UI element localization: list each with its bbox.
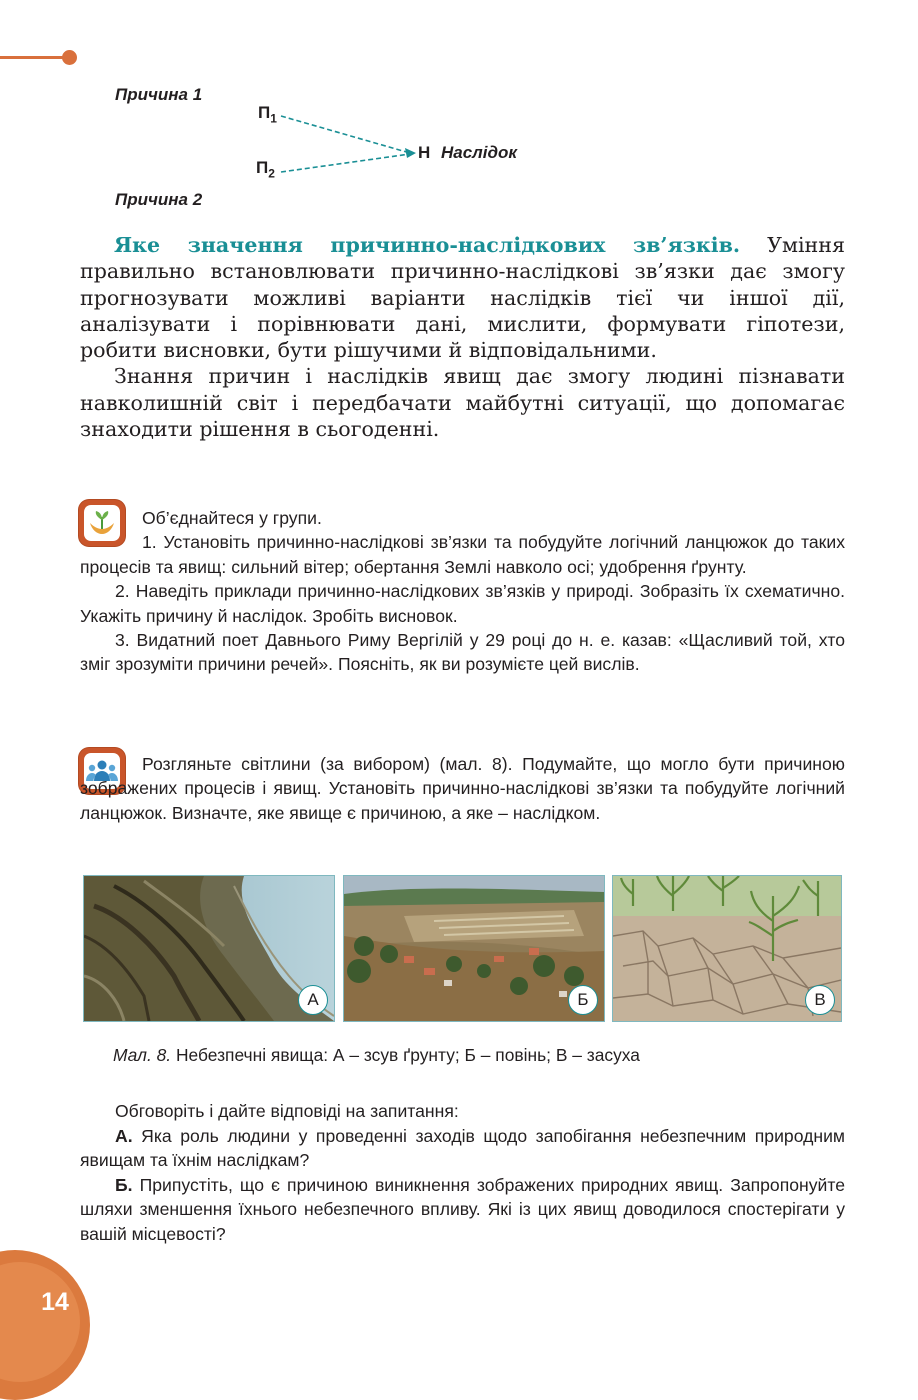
p2-subscript: 2 xyxy=(268,166,275,181)
arrow-p1-to-h xyxy=(281,116,410,153)
landslide-image xyxy=(84,876,334,1021)
question-a-label: А. xyxy=(115,1125,133,1146)
section-heading: Яке значення причинно-наслідкових зв’язків. xyxy=(114,233,741,257)
question-a-text: Яка роль людини у проведенні заходів щодо запобігання небезпечним природним явищам та їхнім наслідкам? xyxy=(80,1125,846,1170)
figure-caption-text: Небезпечні явища: А – зсув ґрунту; Б – повінь; В – засуха xyxy=(175,1045,640,1065)
questions-intro: Обговоріть і дайте відповіді на запитання: xyxy=(115,1101,459,1121)
question-b-label: Б. xyxy=(115,1174,133,1195)
photo-flood xyxy=(343,875,605,1022)
p1-letter: П xyxy=(258,103,271,122)
paragraph-1-text: Уміння правильно встановлювати причинно-наслідкові зв’язки дає змогу прогнозувати можливі варіанти наслідків тієї чи іншої дії, аналізувати і порівнювати дані, мислити, формувати гіпотези, робити висновки, бути рішучими й відповідальними. xyxy=(80,233,845,363)
paragraph-1 xyxy=(80,232,845,363)
cause-2-label: Причина 2 xyxy=(115,190,203,209)
page-number: 14 xyxy=(41,1288,69,1316)
figure-caption xyxy=(113,1045,640,1066)
p2-label xyxy=(256,158,275,180)
main-text xyxy=(80,232,845,442)
h-label: Н xyxy=(418,143,431,162)
discussion-questions xyxy=(80,1099,845,1246)
task-1 xyxy=(80,506,845,677)
paragraph-2: Знання причин і наслідків явищ дає змогу людині пізнавати навколишній світ і передбачати майбутні ситуації, що допомагає знаходити рішення в сьогоденні. xyxy=(80,364,845,442)
question-b xyxy=(80,1173,845,1247)
task-1-intro: Об’єднайтеся у групи. xyxy=(142,508,322,528)
cause-effect-diagram xyxy=(0,0,918,230)
photo-landslide xyxy=(83,875,335,1022)
cause-1-label: Причина 1 xyxy=(115,85,203,104)
arrow-head xyxy=(405,148,416,158)
task-1-item-1: 1. Установіть причинно-наслідкові зв’язки та побудуйте логічний ланцюжок до таких процесів та явищ: сильний вітер; обертання Землі навколо осі; удобрення ґрунту. xyxy=(80,532,845,577)
flood-image xyxy=(344,876,604,1021)
question-a xyxy=(80,1124,845,1173)
question-b-text: Припустіть, що є причиною виникнення зображених природних явищ. Запропонуйте шляхи зменшення їхнього небезпечного впливу. Які із цих явищ доводилося спостерігати у вашій місцевості? xyxy=(80,1174,846,1244)
p1-label xyxy=(258,103,277,125)
photo-label-a: А xyxy=(298,985,328,1015)
photo-label-b: Б xyxy=(568,985,598,1015)
photo-drought xyxy=(612,875,842,1022)
figure-caption-prefix: Мал. 8. xyxy=(113,1045,172,1065)
task-1-item-2: 2. Наведіть приклади причинно-наслідкових зв’язків у природі. Зобразіть їх схематично. Укажіть причину й наслідок. Зробіть висновок. xyxy=(80,581,845,626)
photo-label-c: В xyxy=(805,985,835,1015)
effect-label: Наслідок xyxy=(441,143,517,162)
p1-subscript: 1 xyxy=(270,111,277,126)
task-1-item-3: 3. Видатний поет Давнього Риму Вергілій у 29 році до н. е. казав: «Щасливий той, хто зміг зрозуміти причини речей». Поясніть, як ви розумієте цей вислів. xyxy=(80,630,845,675)
task-2-body xyxy=(80,752,845,825)
arrow-p2-to-h xyxy=(281,154,410,172)
task-2-text: Розгляньте світлини (за вибором) (мал. 8). Подумайте, що могло бути причиною зображених процесів і явищ. Установіть причинно-наслідкові зв’язки та побудуйте логічний ланцюжок. Визначте, яке явище є причиною, а яке – наслідком. xyxy=(80,754,845,823)
p2-letter: П xyxy=(256,158,269,177)
